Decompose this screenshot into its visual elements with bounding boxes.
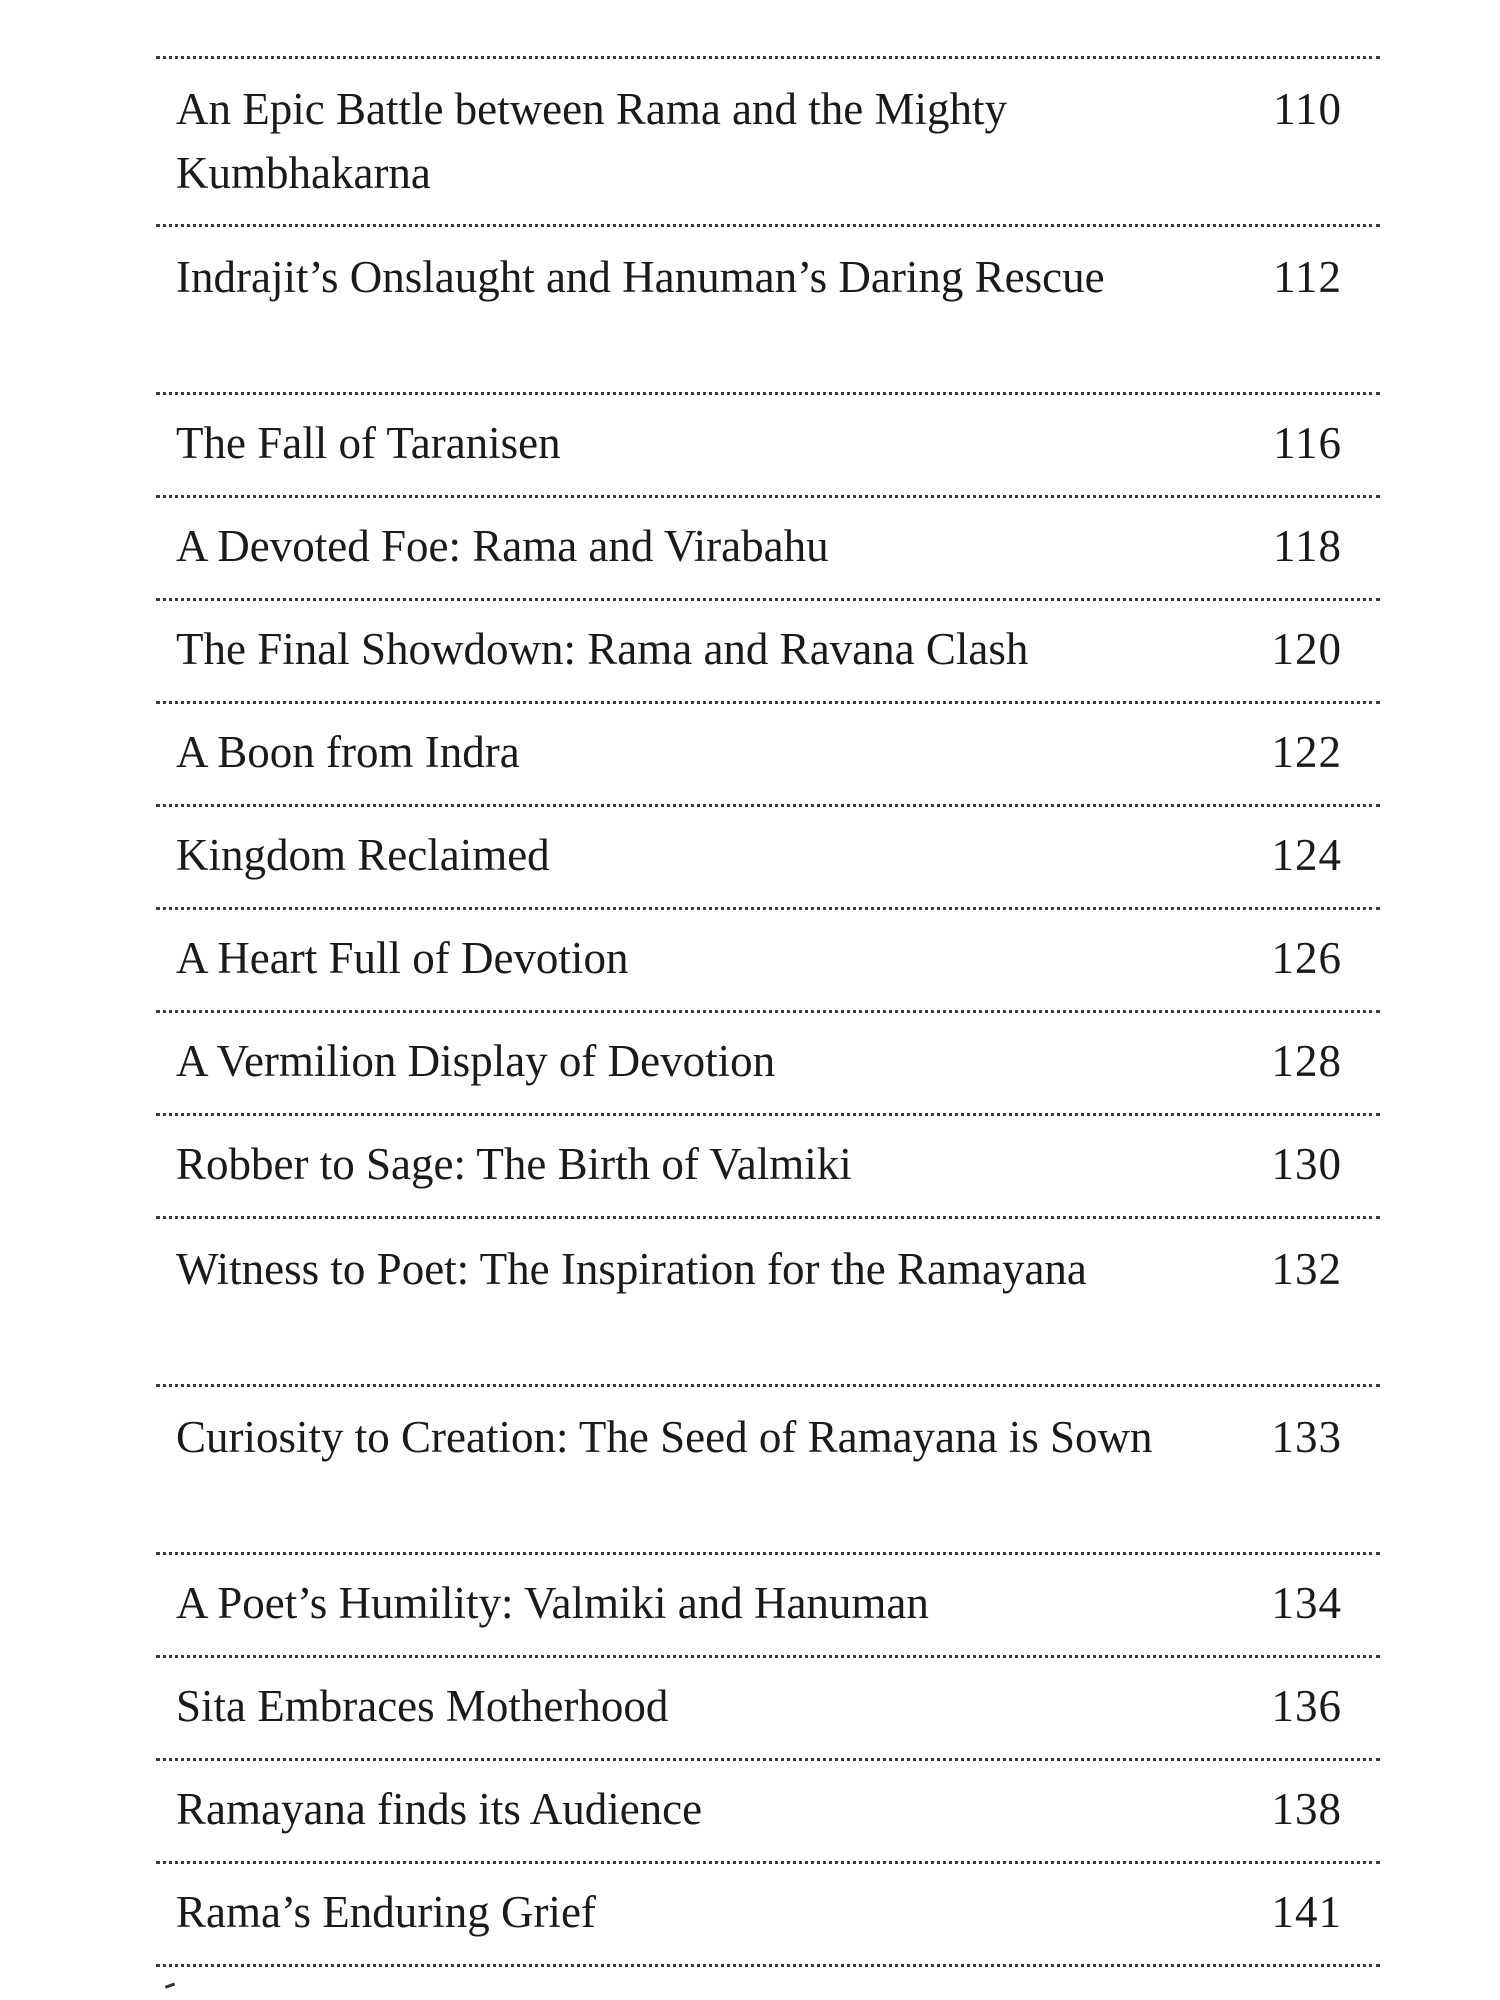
toc-entry[interactable] [156, 1761, 1380, 1861]
toc-entry-title: Rama’s Enduring Grief [176, 1887, 596, 1937]
dotted-divider [156, 1964, 1380, 1967]
page-edge-mark [165, 1983, 177, 1995]
toc-entry[interactable] [156, 498, 1380, 598]
toc-entry-title: A Heart Full of Devotion [176, 933, 629, 983]
toc-entry-page: 133 [1271, 1412, 1342, 1462]
table-of-contents [156, 56, 1380, 1967]
toc-entry[interactable] [156, 601, 1380, 701]
toc-entry-title: Curiosity to Creation: The Seed of Ramayana is Sown [176, 1412, 1153, 1462]
toc-entry-page: 118 [1273, 521, 1342, 571]
toc-entry-title: A Devoted Foe: Rama and Virabahu [176, 521, 829, 571]
toc-entry-page: 124 [1271, 830, 1342, 880]
toc-entry[interactable] [156, 704, 1380, 804]
toc-entry-page: 128 [1271, 1036, 1342, 1086]
toc-entry-title: Indrajit’s Onslaught and Hanuman’s Daring Rescue [176, 252, 1105, 302]
toc-entry[interactable] [156, 1013, 1380, 1113]
toc-entry-page: 120 [1271, 624, 1342, 674]
toc-entry-page: 116 [1273, 418, 1342, 468]
toc-entry[interactable] [156, 1864, 1380, 1964]
toc-entry[interactable] [156, 395, 1380, 495]
toc-entry-page: 126 [1271, 933, 1342, 983]
toc-entry[interactable] [156, 1387, 1380, 1552]
toc-entry-page: 130 [1271, 1139, 1342, 1189]
toc-entry[interactable] [156, 1219, 1380, 1384]
toc-entry[interactable] [156, 1116, 1380, 1216]
toc-entry-page: 112 [1273, 252, 1342, 302]
toc-entry-title: A Poet’s Humility: Valmiki and Hanuman [176, 1578, 929, 1628]
toc-entry[interactable] [156, 1658, 1380, 1758]
toc-entry-title: The Final Showdown: Rama and Ravana Clash [176, 624, 1029, 674]
toc-entry-title: Kingdom Reclaimed [176, 830, 550, 880]
toc-entry-page: 134 [1271, 1578, 1342, 1628]
toc-entry[interactable] [156, 59, 1380, 224]
toc-entry-page: 132 [1271, 1244, 1342, 1294]
toc-entry-title: Robber to Sage: The Birth of Valmiki [176, 1139, 852, 1189]
toc-entry[interactable] [156, 227, 1380, 392]
toc-entry[interactable] [156, 1555, 1380, 1655]
toc-entry[interactable] [156, 910, 1380, 1010]
toc-entry-title: The Fall of Taranisen [176, 418, 561, 468]
toc-entry-page: 122 [1271, 727, 1342, 777]
toc-entry-title: Ramayana finds its Audience [176, 1784, 703, 1834]
toc-entry-title: A Boon from Indra [176, 727, 520, 777]
toc-entry-page: 136 [1271, 1681, 1342, 1731]
toc-entry-title: An Epic Battle between Rama and the Mighty Kumbhakarna [176, 84, 1008, 198]
toc-entry-page: 141 [1271, 1887, 1342, 1937]
toc-entry-title: A Vermilion Display of Devotion [176, 1036, 776, 1086]
toc-entry-title: Sita Embraces Motherhood [176, 1681, 669, 1731]
toc-entry[interactable] [156, 807, 1380, 907]
toc-entry-page: 110 [1273, 84, 1342, 134]
toc-entry-title: Witness to Poet: The Inspiration for the Ramayana [176, 1244, 1087, 1294]
toc-entry-page: 138 [1271, 1784, 1342, 1834]
